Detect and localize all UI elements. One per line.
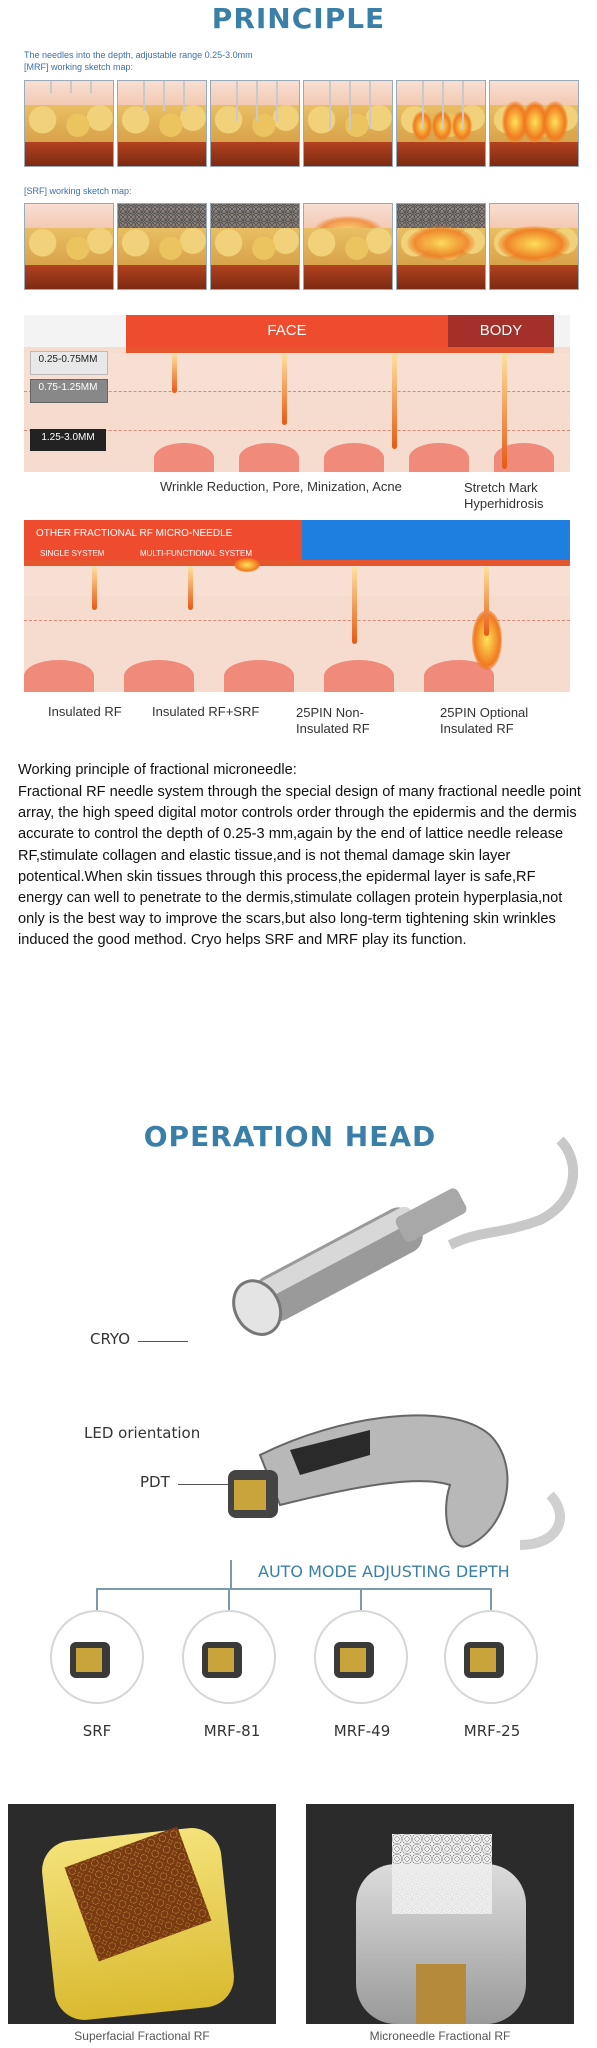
mrf-tile-1 (24, 80, 114, 167)
mrf-tile-6 (489, 80, 579, 167)
pdt-handpiece (220, 1395, 580, 1575)
led-label: LED orientation (84, 1424, 201, 1442)
head-label-mrf-25: MRF-25 (463, 1722, 521, 1740)
mrf-tile-3 (210, 80, 300, 167)
srf-tile-6 (489, 203, 579, 290)
srf-tile-2 (117, 203, 207, 290)
srf-tile-1 (24, 203, 114, 290)
head-mrf-81 (182, 1610, 276, 1704)
srf-tile-5 (396, 203, 486, 290)
depth-label-2: 0.75-1.25MM (38, 382, 98, 393)
needle-body (502, 353, 507, 469)
compare-chart (24, 520, 570, 692)
cryo-handpiece (180, 1120, 597, 1380)
compare-label-3: 25PIN Non-Insulated RF (296, 705, 370, 736)
principle-title: PRINCIPLE (211, 2, 386, 35)
mrf-tile-4 (303, 80, 393, 167)
compare-multi: MULTI-FUNCTIONAL SYSTEM (140, 549, 253, 558)
head-srf (50, 1610, 144, 1704)
caption-body: Stretch Mark Hyperhidrosis (464, 480, 544, 511)
compare-single: SINGLE SYSTEM (40, 549, 105, 558)
operation-head-title: OPERATION HEAD (143, 1120, 437, 1153)
body-label: BODY (479, 322, 523, 339)
srf-tile-3 (210, 203, 300, 290)
head-label-mrf-49: MRF-49 (333, 1722, 391, 1740)
head-label-srf: SRF (82, 1722, 112, 1740)
caption-microneedle: Microneedle Fractional RF (369, 2029, 511, 2043)
pdt-label: PDT (140, 1473, 170, 1491)
head-mrf-49 (314, 1610, 408, 1704)
photo-microneedle (306, 1804, 574, 2024)
depth-label-3: 1.25-3.0MM (41, 432, 95, 443)
needle-mid (282, 353, 287, 425)
mrf-tile-5 (396, 80, 486, 167)
compare-label-4: 25PIN Optional Insulated RF (440, 705, 529, 736)
head-label-mrf-81: MRF-81 (203, 1722, 261, 1740)
head-mrf-25 (444, 1610, 538, 1704)
compare-label-1: Insulated RF (48, 704, 122, 719)
cryo-label: CRYO (90, 1330, 131, 1348)
mrf-map-label: [MRF] working sketch map: (24, 62, 134, 72)
auto-mode-label: AUTO MODE ADJUSTING DEPTH (258, 1562, 510, 1581)
compare-header: OTHER FRACTIONAL RF MICRO-NEEDLE (36, 528, 233, 539)
needle-shallow (172, 353, 177, 393)
srf-tile-4 (303, 203, 393, 290)
caption-superficial: Superfacial Fractional RF (74, 2029, 210, 2043)
compare-label-2: Insulated RF+SRF (152, 704, 260, 719)
photo-superficial (8, 1804, 276, 2024)
depth-note: The needles into the depth, adjustable range 0.25-3.0mm (24, 50, 253, 60)
compare-blue-band (302, 520, 570, 560)
mrf-tile-2 (117, 80, 207, 167)
working-principle-heading: Working principle of fractional microneedle: (18, 762, 297, 778)
needle-deep (392, 353, 397, 449)
face-label: FACE (267, 322, 307, 339)
caption-face: Wrinkle Reduction, Pore, Minization, Acne (160, 479, 402, 494)
depth-label-1: 0.25-0.75MM (38, 354, 98, 365)
srf-map-label: [SRF] working sketch map: (24, 186, 132, 196)
working-principle-body: Fractional RF needle system through the special design of many fractional needle point array, the high speed digital motor controls order through the epidermis and the dermis accurate to control the depth of 0.25-3 mm,again by the end of lattice needle release RF,stimulate collagen and elastic tissue,and is not themal damage skin layer potentical.When skin tissues through this process,the epidermal layer is safe,RF energy can well to penetrate to the dermis,stimulate collagen protein hyperplasia,not only is the best way to improve the scars,but also long-term tightening skin wrinkles induced the good method. Cryo helps SRF and MRF play its function. (18, 784, 581, 949)
